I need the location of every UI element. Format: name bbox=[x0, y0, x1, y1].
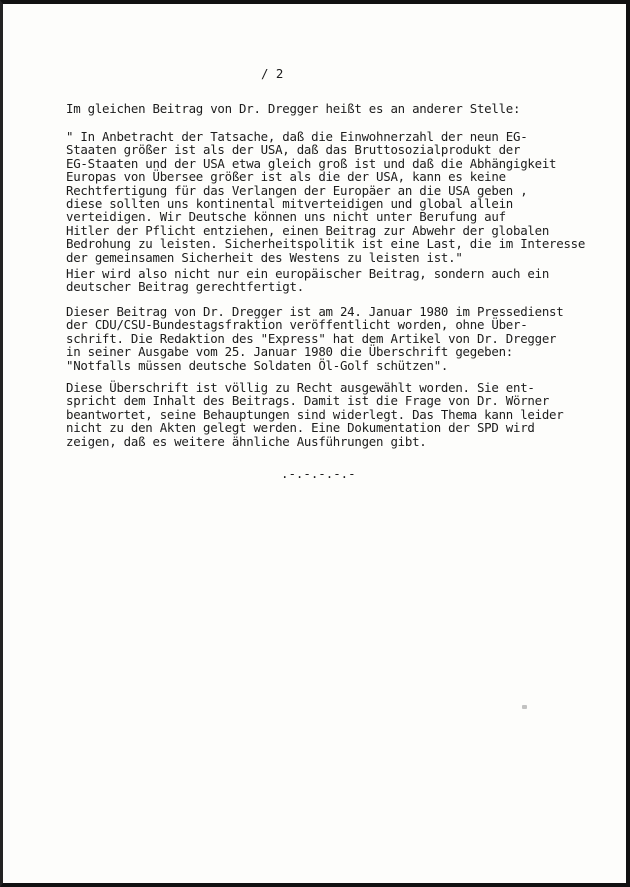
paragraph-conclusion bbox=[66, 381, 626, 448]
page-number: / 2 bbox=[261, 66, 284, 81]
text-line: verteidigen. Wir Deutsche können uns nicht unter Berufung auf bbox=[66, 209, 506, 225]
text-line: in seiner Ausgabe vom 25. Januar 1980 die Überschrift gegeben: bbox=[66, 344, 514, 360]
text-line: deutscher Beitrag gerechtfertigt. bbox=[66, 279, 304, 295]
text-line: Rechtfertigung für das Verlangen der Europäer an die USA geben , bbox=[66, 182, 528, 198]
text-line: Diese Überschrift ist völlig zu Recht ausgewählt worden. Sie ent- bbox=[66, 380, 535, 395]
quote-paragraph bbox=[66, 130, 626, 264]
text-line: Hier wird also nicht nur ein europäischer Beitrag, sondern auch ein bbox=[66, 266, 550, 281]
text-line: spricht dem Inhalt des Beitrags. Damit ist die Frage von Dr. Wörner bbox=[66, 393, 550, 409]
text-line: "Notfalls müssen deutsche Soldaten Öl-Golf schützen". bbox=[66, 357, 449, 373]
end-mark: .-.-.-.-.- bbox=[281, 466, 356, 481]
text-line: der gemeinsamen Sicherheit des Westens zu leisten ist." bbox=[66, 249, 463, 265]
text-line: zeigen, daß es weitere ähnliche Ausführungen gibt. bbox=[66, 433, 427, 449]
text-line: der CDU/CSU-Bundestagsfraktion veröffentlicht worden, ohne Über- bbox=[66, 317, 528, 333]
paragraph-justification bbox=[66, 267, 626, 294]
text-line: nicht zu den Akten gelegt werden. Eine Dokumentation der SPD wird bbox=[66, 420, 535, 436]
text-line: Europas von Übersee größer ist als die der USA, kann es keine bbox=[66, 169, 506, 185]
text-line: Im gleichen Beitrag von Dr. Dregger heißt es an anderer Stelle: bbox=[66, 101, 521, 116]
text-line: beantwortet, seine Behauptungen sind widerlegt. Das Thema kann leider bbox=[66, 406, 564, 422]
text-line: diese sollten uns kontinental mitverteidigen und global allein bbox=[66, 195, 514, 211]
text-line: schrift. Die Redaktion des "Express" hat dem Artikel von Dr. Dregger bbox=[66, 330, 557, 346]
text-line: Dieser Beitrag von Dr. Dregger ist am 24. Januar 1980 im Pressedienst bbox=[66, 304, 564, 319]
text-line: Bedrohung zu leisten. Sicherheitspolitik ist eine Last, die im Interesse bbox=[66, 236, 586, 252]
text-line: EG-Staaten und der USA etwa gleich groß ist und daß die Abhängigkeit bbox=[66, 155, 557, 171]
text-line: Hitler der Pflicht entziehen, einen Beitrag zur Abwehr der globalen bbox=[66, 222, 550, 238]
intro-paragraph bbox=[66, 102, 626, 115]
text-line: " In Anbetracht der Tatsache, daß die Einwohnerzahl der neun EG- bbox=[66, 129, 528, 144]
scan-speck bbox=[522, 705, 527, 709]
text-line: Staaten größer ist als der USA, daß das Bruttosozialprodukt der bbox=[66, 142, 521, 158]
paragraph-publication bbox=[66, 305, 626, 372]
